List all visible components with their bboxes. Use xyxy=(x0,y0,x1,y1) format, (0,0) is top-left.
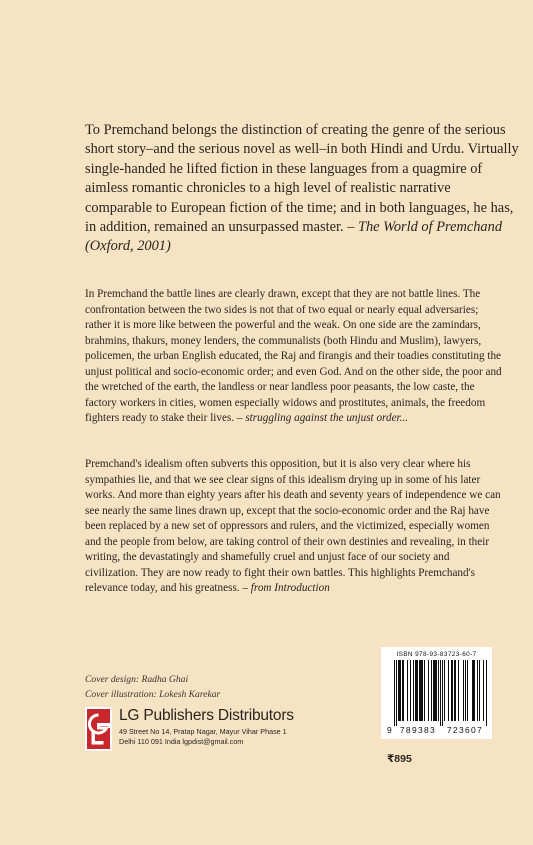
barcode-bar xyxy=(422,660,423,721)
barcode-bar xyxy=(419,660,420,721)
blurb-quote xyxy=(85,121,519,257)
barcode-bar xyxy=(477,660,478,721)
paragraph-2-attribution: – from Introduction xyxy=(242,582,330,594)
paragraph-1-attribution: – struggling against the unjust order... xyxy=(236,412,409,424)
price-label: ₹895 xyxy=(387,753,412,765)
barcode-icon xyxy=(386,660,487,736)
barcode-digits: 723607 xyxy=(446,725,484,735)
barcode-bar xyxy=(400,660,401,721)
cover-design-credit: Cover design: Radha Ghai xyxy=(85,674,189,685)
barcode-bar xyxy=(433,660,434,721)
blurb-paragraph-2 xyxy=(85,457,505,597)
barcode-bar xyxy=(416,660,417,721)
barcode-bar xyxy=(444,660,445,721)
barcode-bar xyxy=(424,660,425,721)
paragraph-1-text: In Premchand the battle lines are clearly drawn, except that they are not battle lines. The confrontation between the two sides is not that of two equal or nearly equal adversaries; rather it is more like between the powerful and the weak. On one side are the zamindars, brahmins, thakurs, money lenders, the communalists (both Hindu and Muslim), lawyers, policemen, the urban English educated, the Raj and firangis and their toadies constituting the unjust political and socio-economic order; and even God. And on the other side, the poor and the wretched of the earth, the landless or near landless poor peasants, the low caste, the factory workers in cities, women especially widows and prostitutes, animals, the freedom fighters ready to stake their lives. xyxy=(85,288,502,424)
barcode-bar xyxy=(407,660,408,721)
publisher-name: LG Publishers Distributors xyxy=(119,707,294,724)
barcode-bar xyxy=(472,660,473,721)
barcode-bar xyxy=(474,660,475,721)
isbn-label: ISBN 978-93-83723-60-7 xyxy=(396,651,477,658)
barcode-bar xyxy=(413,660,414,721)
barcode-bar xyxy=(399,660,400,721)
barcode-bar xyxy=(473,660,474,721)
barcode-bar xyxy=(451,660,452,721)
blurb-quote-text: To Premchand belongs the distinction of creating the genre of the serious short story–and the serious novel as well–in both Hindi and Urdu. Virtually single-handed he lifted fiction in these languages from a quagmire of aimless romantic chronicles to a high level of realistic narrative comparable to European fiction of the time; and in both languages, he has, in addition, remained an unsurpassed master. xyxy=(85,122,519,236)
barcode-bar xyxy=(417,660,418,721)
barcode-bar xyxy=(452,660,453,721)
barcode-bar xyxy=(436,660,437,721)
barcode-bar xyxy=(435,660,436,721)
blurb-quote-attribution: – The World of Premchand (Oxford, 2001) xyxy=(85,219,503,255)
barcode-bar xyxy=(458,660,459,721)
barcode-digits: 789383 xyxy=(399,725,437,735)
publisher-address-line-1: 49 Street No 14, Pratap Nagar, Mayur Vihar Phase 1 xyxy=(119,727,287,736)
barcode-bar xyxy=(455,660,456,721)
barcode-bar xyxy=(428,660,429,721)
barcode-bar xyxy=(420,660,421,721)
barcode-bar xyxy=(421,660,422,721)
barcode-bar xyxy=(442,660,443,726)
barcode-bar xyxy=(448,660,449,721)
barcode-bar xyxy=(410,660,411,721)
barcode-bar xyxy=(483,660,484,721)
publisher-address-line-2: Delhi 110 091 India lgpdist@gmail.com xyxy=(119,736,244,746)
lg-publishers-logo-icon xyxy=(85,707,112,751)
barcode-digits: 9 xyxy=(386,725,394,735)
barcode-bar xyxy=(486,660,487,726)
isbn-barcode-box xyxy=(381,647,492,739)
publisher-block xyxy=(85,707,294,751)
cover-illustration-credit: Cover illustration: Lokesh Karekar xyxy=(85,688,221,700)
barcode-bar xyxy=(398,660,399,721)
barcode-bar xyxy=(431,660,432,721)
barcode-bar xyxy=(467,660,468,721)
barcode-bar xyxy=(463,660,464,721)
barcode-bar xyxy=(440,660,441,726)
paragraph-2-text: Premchand's idealism often subverts this opposition, but it is also very clear where his sympathies lie, and that we see clear signs of this idealism drying up in some of his later works. And more than eighty years after his death and seventy years of independence we can see nearly the same lines drawn up, except that the socio-economic order and the Raj have been replaced by a new set of oppressors and rulers, and the victimized, especially women and the people from below, are taking control of their own destinies and revealing, in their writing, the devastatingly and shamefully cruel and unjust face of our society and civilization. They are now ready to fight their own battles. This highlights Premchand's relevance today, and his greatness. xyxy=(85,458,501,594)
barcode-bar xyxy=(479,660,480,721)
barcode-bar xyxy=(454,660,455,721)
barcode-bar xyxy=(403,660,404,721)
barcode-bar xyxy=(396,660,397,726)
barcode-bar xyxy=(402,660,403,721)
barcode-bar xyxy=(394,660,395,726)
blurb-paragraph-1 xyxy=(85,287,505,427)
barcode-bar xyxy=(465,660,466,721)
barcode-bar xyxy=(438,660,439,721)
barcode-bar xyxy=(415,660,416,721)
cover-credits xyxy=(85,673,220,702)
barcode-bar xyxy=(434,660,435,721)
